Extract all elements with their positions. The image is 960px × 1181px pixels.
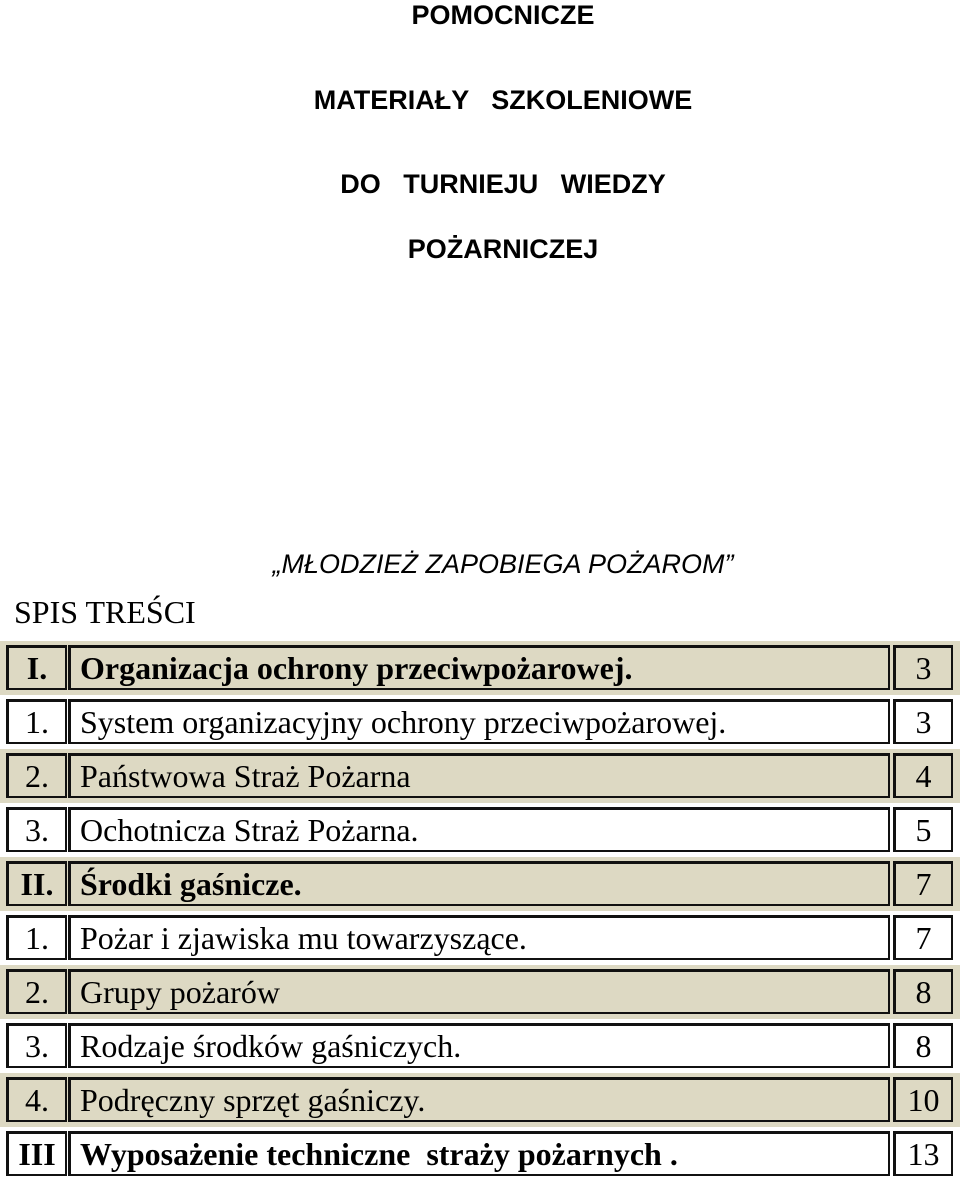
title-line-4: POŻARNICZEJ [407, 234, 599, 264]
toc-page-number: 13 [893, 1131, 953, 1176]
toc-page-number: 8 [893, 969, 953, 1014]
toc-number: 2. [6, 753, 67, 798]
toc-number: 3. [6, 807, 67, 852]
title-line-3: DO TURNIEJU WIEDZY [340, 169, 666, 199]
toc-heading: SPIS TREŚCI [14, 594, 196, 630]
toc-entry-title: Grupy pożarów [68, 969, 890, 1014]
title-line-1: POMOCNICZE [411, 0, 595, 30]
toc-entry-title: Podręczny sprzęt gaśniczy. [68, 1077, 890, 1122]
toc-row [0, 641, 960, 695]
toc-number: 4. [6, 1077, 67, 1122]
toc-number: II. [6, 861, 67, 906]
toc-number: 2. [6, 969, 67, 1014]
toc-page-number: 7 [893, 915, 953, 960]
toc-page-number: 10 [893, 1077, 953, 1122]
toc-entry-title: Wyposażenie techniczne straży pożarnych . [68, 1131, 890, 1176]
toc-entry-title: Ochotnicza Straż Pożarna. [68, 807, 890, 852]
toc-entry-title: System organizacyjny ochrony przeciwpożarowej. [68, 699, 890, 744]
toc-entry-title: Rodzaje środków gaśniczych. [68, 1023, 890, 1068]
toc-page-number: 8 [893, 1023, 953, 1068]
toc-row [0, 695, 960, 749]
toc-page-number: 4 [893, 753, 953, 798]
toc-page-number: 3 [893, 699, 953, 744]
toc-row [0, 911, 960, 965]
toc-row [0, 803, 960, 857]
toc-number: III [6, 1131, 67, 1176]
toc-number: 3. [6, 1023, 67, 1068]
toc-row [0, 965, 960, 1019]
toc-entry-title: Organizacja ochrony przeciwpożarowej. [68, 645, 890, 690]
title-line-2: MATERIAŁY SZKOLENIOWE [313, 85, 693, 115]
toc-page-number: 3 [893, 645, 953, 690]
toc-number: I. [6, 645, 67, 690]
motto: „MŁODZIEŻ ZAPOBIEGA POŻAROM” [272, 549, 734, 579]
toc-row [0, 749, 960, 803]
toc-entry-title: Środki gaśnicze. [68, 861, 890, 906]
toc-row [0, 1019, 960, 1073]
toc-number: 1. [6, 699, 67, 744]
toc-page-number: 5 [893, 807, 953, 852]
toc-page-number: 7 [893, 861, 953, 906]
toc-entry-title: Pożar i zjawiska mu towarzyszące. [68, 915, 890, 960]
toc-row [0, 1073, 960, 1127]
toc-entry-title: Państwowa Straż Pożarna [68, 753, 890, 798]
toc-row [0, 1127, 960, 1181]
toc-row [0, 857, 960, 911]
toc-number: 1. [6, 915, 67, 960]
